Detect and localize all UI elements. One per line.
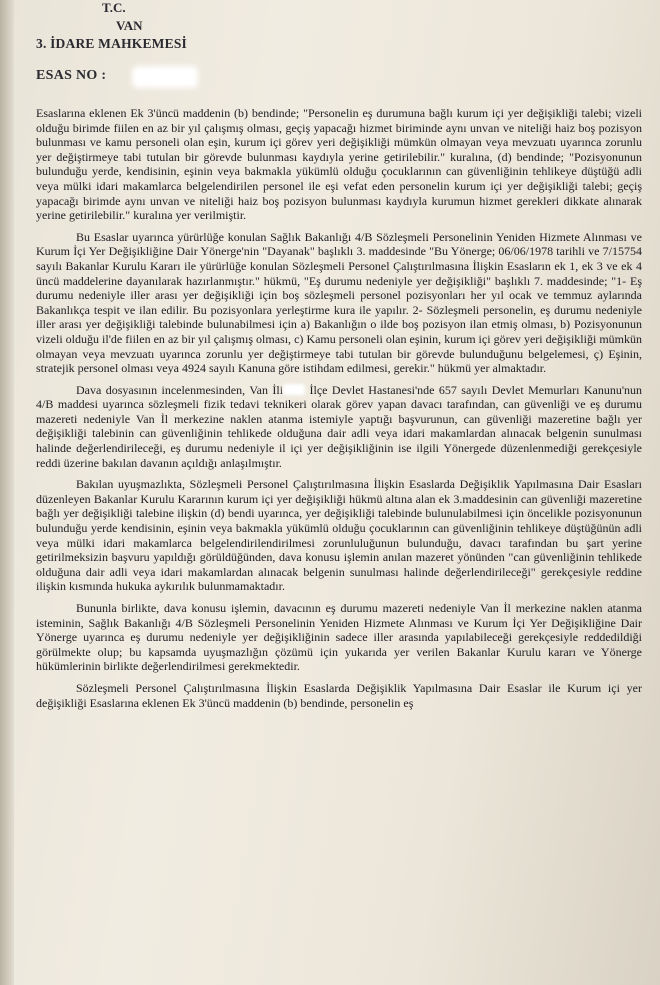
redacted-district-name (283, 384, 305, 395)
paragraph-3-text-end: İlçe Devlet Hastanesi'nde 657 sayılı Devlet Memurları Kanunu'nun 4/B maddesi uyarınca sözleşmeli fizik tedavi teknikeri olarak görev yapan davacı tarafından, can güvenliği ve eş durumu mazereti nedeniyle Van İl merkezine naklen atanma istemiyle yaptığı başvurunun, can güvenliği mazeretine bağlı yer değişikliği talebinin can güvenliğinin tehlikede olduğuna dair adli veya idari makamlardan alınacak belgenin sunulması halinde değerlendirileceği, eş durumu nedeniyle il içi yer değişikliğinin ise ilgili Yönergede düzenlenmediği gerekçesiyle reddi üzerine bakılan davanın açıldığı anlaşılmıştır. (36, 382, 642, 470)
country-label: T.C. (102, 0, 126, 15)
document-header (36, 0, 642, 100)
case-number-label: ESAS NO : (36, 68, 107, 83)
paragraph-4: Bakılan uyuşmazlıkta, Sözleşmeli Personel Çalıştırılmasına İlişkin Esaslarda Değişiklik Yapılmasına Dair Esasları düzenleyen Bakanlar Kurulu Kararının kurum içi yer değişikliği hükmü altına alan ek 3.maddesinin can güvenliği mazeretine bağlı yer değişikliği talebine ilişkin (d) bendi uyarınca, yer değişikliği talebinde bulunulabilmesi için öncelikle pozisyonunun bulunduğu yerde kendisinin, eşinin veya bakmakla yükümlü olduğu çocuklarının can güvenliğinin tehlikeye düştüğünün adli veya mülki idari makamlarca belgelendirilendirilmesi zorunluluğunun bulunduğu, davacı tarafından bu şart yerine getirilmeksizin başvuru yapıldığı görüldüğünden, dava konusu işlemin anılan mazeret yönünden "can güvenliğinin tehlikede olduğuna dair adli veya idari makamlardan alınacak belgenin sunulması halinde değerlendirileceği" gerekçesiyle reddine ilişkin kısmında hukuka aykırılık bulunmamaktadır. (36, 477, 642, 594)
paragraph-5: Bununla birlikte, dava konusu işlemin, davacının eş durumu mazereti nedeniyle Van İl merkezine naklen atanma isteminin, Sağlık Bakanlığı 4/B Sözleşmeli Personelinin Yeniden Hizmete Alınması ve Kurum İçi Yer Değişikliğine Dair Yönerge uyarınca eş durumu nedeniyle yer değişikliğinin sadece iller arasında yapılabileceği gerekçesiyle reddedildiği görülmekte olup; bu kapsamda uyuşmazlığın çözümü için yukarıda yer verilen Bakanlar Kurulu kararı ve Yönerge hükümlerinin birlikte değerlendirilmesi gerekmektedir. (36, 601, 642, 674)
court-name: 3. İDARE MAHKEMESİ (36, 36, 187, 51)
page-shadow-edge (0, 0, 14, 985)
city-label: VAN (116, 18, 143, 33)
paragraph-3-text-start: Dava dosyasının incelenmesinden, Van İli (76, 382, 284, 397)
paragraph-1: Esaslarına eklenen Ek 3'üncü maddenin (b) bendinde; "Personelin eş durumuna bağlı kurum içi yer değişikliği talebi; vizeli olduğu birimde fiilen en az bir yıl çalışmış olması, geçiş yapacağı hizmet biriminde aynı unvan ve niteliği haiz boş pozisyon bulunması ve kamu personeli olan eşin, kurum içi görev yeri değişikliği mümkün olmayan veya mevzuatı uyarınca zorunlu yer değiştirmeye tabi tutulan bir görevde bulunması kaydıyla yerine getirilebilir." kuralına, (d) bendinde; "Pozisyonunun bulunduğu yerde, kendisinin, eşinin veya bakmakla yükümlü olduğu çocuklarının can güvenliğinin tehlikeye düştüğü adli veya mülki idari makamlarca belgelendirilen personel ile eşi vefat eden personelin kurum içi yer değişikliği talebi; geçiş yapacağı birimde aynı unvan ve niteliği haiz boş pozisyon bulunması kaydıyla kurumun hizmet gerekleri dikkate alınarak yerine getirilebilir." kuralına yer verilmiştir. (36, 106, 642, 223)
paragraph-3 (36, 383, 642, 471)
paragraph-6: Sözleşmeli Personel Çalıştırılmasına İlişkin Esaslarda Değişiklik Yapılmasına Dair Esaslar ile Kurum içi yer değişikliği Esaslarına eklenen Ek 3'üncü maddenin (b) bendinde, personelin eş (36, 680, 642, 710)
redacted-case-number (132, 66, 198, 88)
document-body (36, 106, 642, 710)
paragraph-2: Bu Esaslar uyarınca yürürlüğe konulan Sağlık Bakanlığı 4/B Sözleşmeli Personelinin Yeniden Hizmete Alınması ve Kurum İçi Yer Değişikliğine Dair Yönerge'nin "Dayanak" başlıklı 3. maddesinde "Bu Yönerge; 06/06/1978 tarihli ve 7/15754 sayılı Bakanlar Kurulu Kararı ile yürürlüğe konulan Sözleşmeli Personel Çalıştırılmasına İlişkin Esasların ek 1, ek 3 ve ek 4 üncü maddelerine dayanılarak hazırlanmıştır." hükmü, "Eş durumu nedeniyle yer değişikliği" başlıklı 7. maddesinde; "1- Eş durumu nedeniyle iller arası yer değişikliği için boş sözleşmeli personel pozisyonları her yıl ocak ve temmuz aylarında Bakanlıkça tespit ve ilan edilir. Bu pozisyonlara yerleştirme kura ile yapılır. 2- Sözleşmeli personelin, eş durumu nedeniyle iller arası yer değişikliği talebinde bulunabilmesi için a) Bakanlığın o ilde boş pozisyon ilan etmiş olması, b) Pozisyonunun vizeli olduğu il'de fiilen en az bir yıl çalışmış olması, c) Kamu personeli olan eşinin, kurum içi görev yeri değişikliği mümkün olmayan veya mevzuatı uyarınca zorunlu yer değiştirmeye tabi tutulan bir görevde bulunduğunu belgelemesi, ç) Eşinin, stratejik personel olması veya 4924 sayılı Kanuna göre istihdam edilmesi, gerekir." hükmü yer almaktadır. (36, 229, 642, 376)
